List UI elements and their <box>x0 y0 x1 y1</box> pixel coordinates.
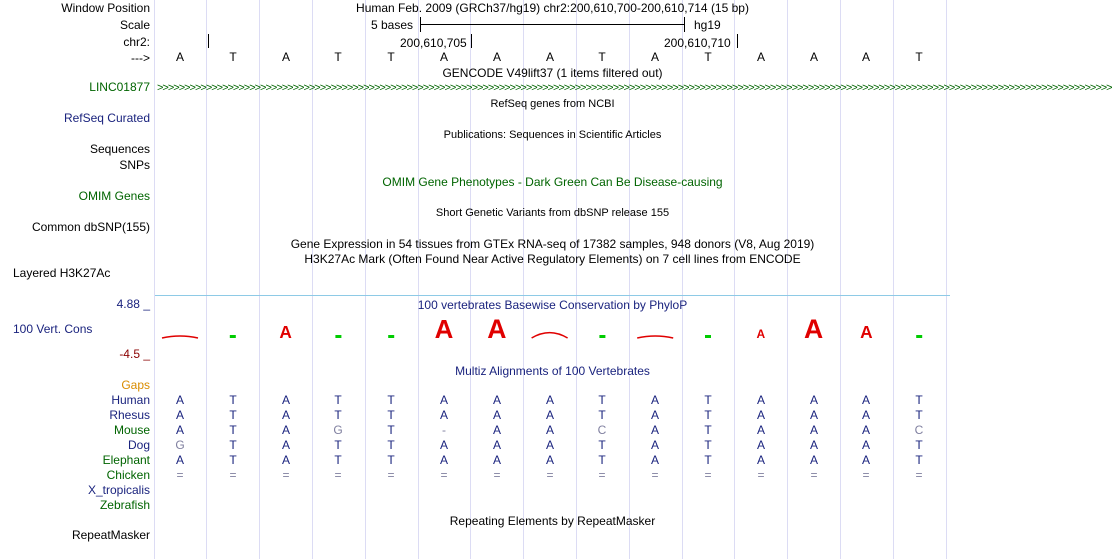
multiz-track-title: Multiz Alignments of 100 Vertebrates <box>455 364 650 378</box>
alignment-base: T <box>229 393 237 407</box>
alignment-base: T <box>704 438 712 452</box>
alignment-base: A <box>545 393 554 407</box>
alignment-base: = <box>387 468 395 482</box>
alignment-base: T <box>334 453 342 467</box>
alignment-base: T <box>598 453 606 467</box>
alignment-base: A <box>175 423 184 437</box>
alignment-base: T <box>915 408 923 422</box>
alignment-base: T <box>229 423 237 437</box>
alignment-base: = <box>493 468 501 482</box>
base-letter: T <box>598 50 606 64</box>
alignment-base: = <box>651 468 659 482</box>
alignment-base: T <box>915 453 923 467</box>
alignment-base: T <box>387 453 395 467</box>
species-label-human[interactable]: Human <box>111 393 150 407</box>
alignment-base: = <box>282 468 290 482</box>
alignment-base: A <box>545 408 554 422</box>
alignment-base: T <box>598 408 606 422</box>
alignment-base: A <box>650 423 659 437</box>
conservation-mark: A <box>860 322 873 342</box>
alignment-base: T <box>387 393 395 407</box>
alignment-base: T <box>229 438 237 452</box>
species-label-dog[interactable]: Dog <box>127 438 150 452</box>
base-letter: A <box>492 50 501 64</box>
alignment-base: G <box>175 438 185 452</box>
alignment-base: = <box>440 468 448 482</box>
alignment-base: T <box>387 423 395 437</box>
ruler-tick <box>471 34 472 48</box>
conservation-mark <box>916 335 922 338</box>
coord-label-1: 200,610,705 <box>400 36 467 50</box>
alignment-base: A <box>545 453 554 467</box>
alignment-base: A <box>281 408 290 422</box>
species-label-x_tropicalis[interactable]: X_tropicalis <box>87 483 150 497</box>
species-label-zebrafish[interactable]: Zebrafish <box>99 498 150 512</box>
alignment-base: A <box>650 393 659 407</box>
refseq-curated-label[interactable]: RefSeq Curated <box>63 111 150 125</box>
alignment-base: A <box>439 453 448 467</box>
conservation-mark: A <box>487 314 507 344</box>
conservation-mark <box>162 336 198 338</box>
alignment-base: A <box>492 453 501 467</box>
alignment-base: A <box>439 438 448 452</box>
conservation-mark: A <box>279 322 292 342</box>
omim-track-title: OMIM Gene Phenotypes - Dark Green Can Be Disease-causing <box>382 175 723 189</box>
alignment-base: A <box>756 423 765 437</box>
alignment-base: = <box>915 468 923 482</box>
alignment-base: T <box>387 438 395 452</box>
base-letter: T <box>704 50 712 64</box>
window-position-label: Window Position <box>61 1 150 15</box>
chr-label: chr2: <box>123 35 150 49</box>
alignment-base: A <box>756 438 765 452</box>
conservation-mark <box>388 335 394 338</box>
base-letter: A <box>545 50 554 64</box>
alignment-base: T <box>229 453 237 467</box>
alignment-base: A <box>861 423 870 437</box>
alignment-base: A <box>281 453 290 467</box>
base-letter: A <box>861 50 870 64</box>
alignment-base: T <box>704 393 712 407</box>
base-letter: T <box>387 50 395 64</box>
alignment-base: A <box>861 453 870 467</box>
alignment-base: T <box>704 453 712 467</box>
base-grid-line <box>154 0 155 559</box>
repeatmasker-label[interactable]: RepeatMasker <box>71 528 150 542</box>
alignment-base: = <box>862 468 870 482</box>
base-letter: A <box>756 50 765 64</box>
linc01877-gene-feature[interactable]: >>>>>>>>>>>>>>>>>>>>>>>>>>>>>>>>>>>>>>>>>>>>>>>>>>>>>>>>>>>>>>>>>>>>>>>>>>>>>>>>>>>>>>>>>>>>>>>>>>>>>>>>>>>>>>>>>>>>>>>>>>>>>>>>>>>>>>>>>>>>>>>>>>>>>>>>>>>>>>>>>>>>>>>>>>>>>>>> <box>157 82 1112 94</box>
alignment-base: A <box>281 393 290 407</box>
linc01877-label[interactable]: LINC01877 <box>89 80 150 94</box>
alignment-base: A <box>545 438 554 452</box>
refseq-track-title: RefSeq genes from NCBI <box>490 98 615 110</box>
alignment-base: T <box>598 393 606 407</box>
conservation-logo-chart <box>155 312 950 344</box>
species-label-rhesus[interactable]: Rhesus <box>109 408 150 422</box>
species-label-elephant[interactable]: Elephant <box>102 453 150 467</box>
ruler-tick <box>737 34 738 48</box>
h3k27ac-track-title: H3K27Ac Mark (Often Found Near Active Regulatory Elements) on 7 cell lines from ENCODE <box>304 252 801 266</box>
sequences-label[interactable]: Sequences <box>89 142 150 156</box>
alignment-base: = <box>598 468 606 482</box>
alignment-base: = <box>704 468 712 482</box>
conservation-mark <box>335 335 341 338</box>
species-label-chicken[interactable]: Chicken <box>106 468 150 482</box>
layered-h3k27ac-label[interactable]: Layered H3K27Ac <box>13 266 111 280</box>
conservation-baseline-top <box>155 295 950 296</box>
alignment-base: T <box>704 408 712 422</box>
base-letter: A <box>439 50 448 64</box>
alignment-base: A <box>439 393 448 407</box>
alignment-base: = <box>546 468 554 482</box>
species-label-mouse[interactable]: Mouse <box>113 423 150 437</box>
assembly-label: hg19 <box>694 18 721 32</box>
alignment-base: A <box>492 393 501 407</box>
alignment-base: T <box>334 393 342 407</box>
publications-track-title: Publications: Sequences in Scientific Articles <box>443 129 662 141</box>
alignment-base: A <box>756 393 765 407</box>
cons-max-label: 4.88 _ <box>116 297 150 311</box>
conservation-mark: A <box>434 316 454 344</box>
alignment-base: A <box>809 423 818 437</box>
snps-label[interactable]: SNPs <box>119 158 150 172</box>
alignment-base: - <box>442 423 446 437</box>
alignment-base: A <box>175 393 184 407</box>
alignment-base: T <box>229 408 237 422</box>
alignment-base: A <box>756 408 765 422</box>
ruler-tick <box>208 34 209 48</box>
conservation-mark <box>637 336 673 338</box>
alignment-base: A <box>809 408 818 422</box>
base-letter: A <box>281 50 290 64</box>
base-letter: T <box>334 50 342 64</box>
alignment-base: A <box>861 408 870 422</box>
alignment-base: A <box>861 393 870 407</box>
alignment-base: T <box>915 393 923 407</box>
repeatmasker-track-title: Repeating Elements by RepeatMasker <box>449 514 656 528</box>
conservation-mark: A <box>756 327 766 341</box>
alignment-base: A <box>809 438 818 452</box>
alignment-base: A <box>281 438 290 452</box>
conservation-mark <box>599 335 605 338</box>
alignment-base: = <box>334 468 342 482</box>
gencode-track-title: GENCODE V49lift37 (1 items filtered out) <box>442 66 663 80</box>
alignment-base: G <box>333 423 343 437</box>
alignment-base: A <box>809 393 818 407</box>
alignment-base: A <box>650 408 659 422</box>
window-position-text: Human Feb. 2009 (GRCh37/hg19) chr2:200,610,700-200,610,714 (15 bp) <box>356 1 749 15</box>
alignment-base: A <box>809 453 818 467</box>
alignment-base: T <box>334 408 342 422</box>
conservation-mark: A <box>803 314 824 344</box>
alignment-base: A <box>756 453 765 467</box>
alignment-base: C <box>597 423 607 437</box>
alignment-base: A <box>281 423 290 437</box>
alignment-base: C <box>914 423 924 437</box>
base-letter: A <box>650 50 659 64</box>
conservation-mark <box>705 335 711 338</box>
alignment-base: A <box>650 453 659 467</box>
alignment-base: A <box>492 408 501 422</box>
alignment-base: A <box>545 423 554 437</box>
common-dbsnp-label[interactable]: Common dbSNP(155) <box>31 220 150 234</box>
scale-bar-text: 5 bases <box>371 18 414 32</box>
base-letter: T <box>915 50 923 64</box>
base-letter: A <box>175 50 184 64</box>
alignment-base: T <box>387 408 395 422</box>
base-letter: T <box>229 50 237 64</box>
alignment-base: = <box>176 468 184 482</box>
cons-min-label: -4.5 _ <box>119 347 150 361</box>
dbsnp-track-title: Short Genetic Variants from dbSNP release 155 <box>435 207 670 219</box>
conservation-mark <box>532 333 568 338</box>
track-labels-column <box>0 0 155 559</box>
alignment-base: T <box>598 438 606 452</box>
alignment-base: T <box>915 438 923 452</box>
conservation-track-title: 100 vertebrates Basewise Conservation by PhyloP <box>417 298 688 312</box>
alignment-base: A <box>439 408 448 422</box>
alignment-base: = <box>810 468 818 482</box>
alignment-base: A <box>492 423 501 437</box>
alignment-base: A <box>175 408 184 422</box>
alignment-base: T <box>334 438 342 452</box>
gaps-label: Gaps <box>121 378 150 392</box>
strand-label: ---> <box>131 51 150 65</box>
alignment-base: = <box>229 468 237 482</box>
alignment-base: A <box>861 438 870 452</box>
alignment-base: T <box>704 423 712 437</box>
alignment-base: A <box>650 438 659 452</box>
conservation-mark <box>230 335 236 338</box>
base-letter: A <box>809 50 818 64</box>
vert-cons-label[interactable]: 100 Vert. Cons <box>13 322 93 336</box>
track-image[interactable] <box>155 0 1112 559</box>
scale-bar <box>420 17 685 33</box>
gtex-track-title: Gene Expression in 54 tissues from GTEx RNA-seq of 17382 samples, 948 donors (V8, Aug 2019) <box>290 237 815 251</box>
alignment-base: A <box>175 453 184 467</box>
omim-genes-label[interactable]: OMIM Genes <box>78 189 150 203</box>
alignment-base: = <box>757 468 765 482</box>
scale-label: Scale <box>119 18 150 32</box>
coord-label-2: 200,610,710 <box>664 36 731 50</box>
alignment-base: A <box>492 438 501 452</box>
